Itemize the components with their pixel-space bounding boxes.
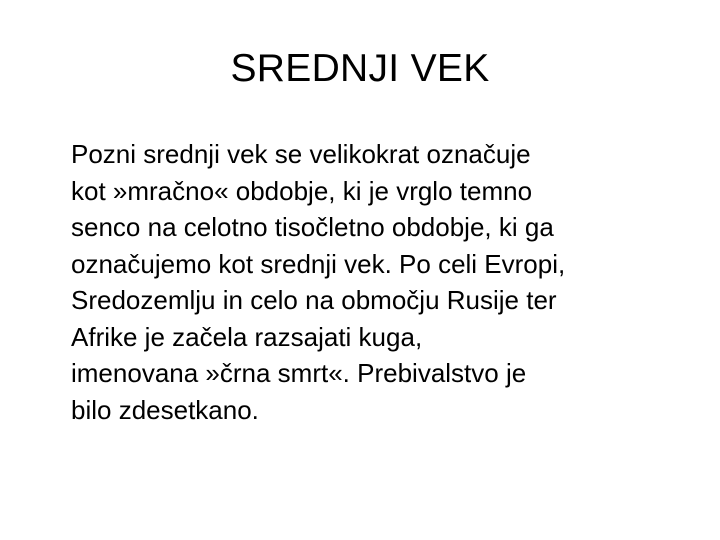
- body-line: kot »mračno« obdobje, ki je vrglo temno: [71, 175, 533, 206]
- slide-body-text: [71, 136, 691, 428]
- body-line: označujemo kot srednji vek. Po celi Evropi,: [71, 248, 566, 279]
- body-line: imenovana »črna smrt«. Prebivalstvo je: [71, 358, 527, 388]
- body-line: Pozni srednji vek se velikokrat označuje: [71, 139, 531, 169]
- body-line: Sredozemlju in celo na območju Rusije ter: [71, 285, 557, 315]
- body-line: senco na celotno tisočletno obdobje, ki ga: [71, 212, 554, 242]
- body-line: Afrike je začela razsajati kuga,: [71, 321, 423, 352]
- slide-title: SREDNJI VEK: [230, 47, 490, 90]
- body-line: bilo zdesetkano.: [71, 394, 259, 425]
